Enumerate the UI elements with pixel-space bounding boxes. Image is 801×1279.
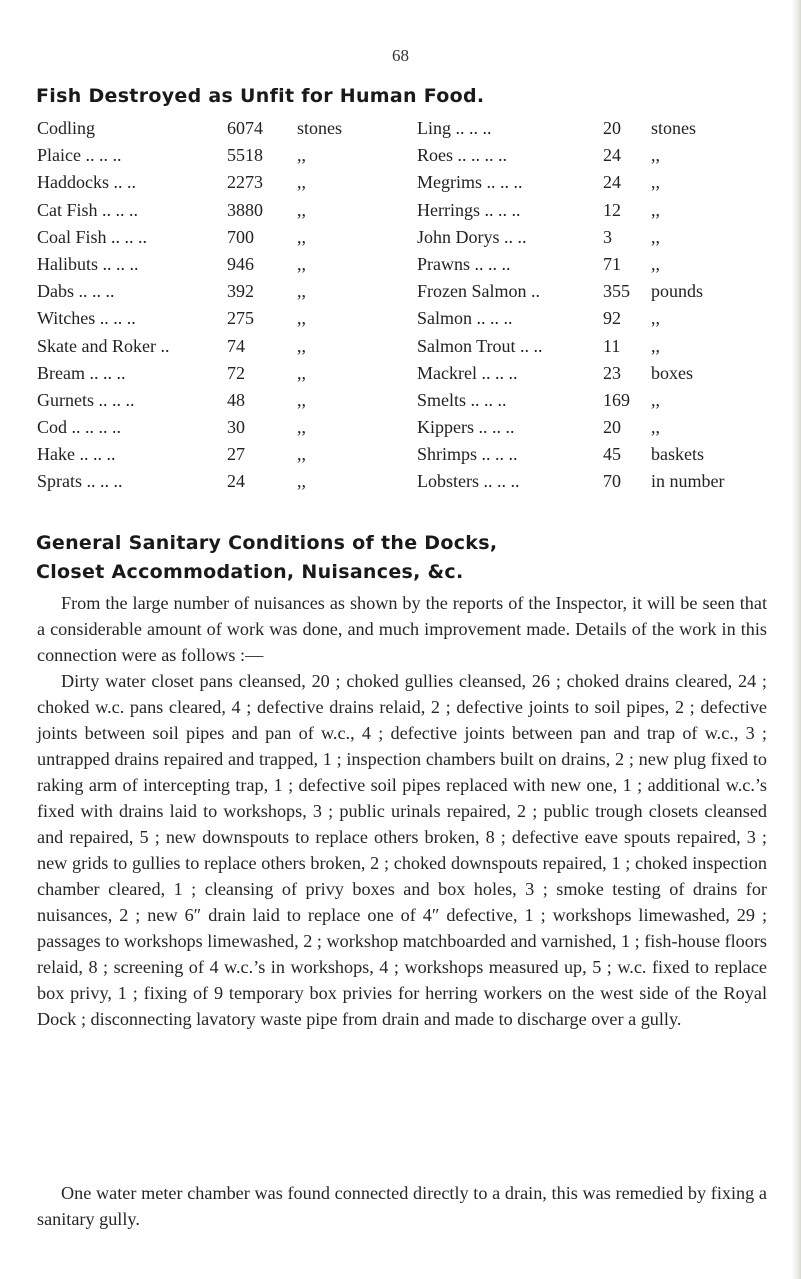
quantity-right: 20	[603, 118, 621, 138]
unit-left: ,,	[297, 253, 306, 274]
fish-name-left: Plaice .. .. ..	[37, 145, 122, 166]
quantity-right: 92	[603, 308, 621, 329]
fish-name-right: Smelts .. .. ..	[417, 389, 507, 410]
fish-name-left: Gurnets .. .. ..	[37, 389, 135, 410]
unit-left: stones	[297, 118, 342, 138]
unit-right: pounds	[651, 281, 704, 302]
unit-left: ,,	[297, 172, 306, 193]
water-meter-paragraph: One water meter chamber was found connected directly to a drain, this was remedied by fixing a sanitary gully.	[37, 1183, 767, 1229]
page-number: 68	[392, 46, 409, 65]
unit-right: stones	[651, 118, 696, 138]
fish-name-right: Kippers .. .. ..	[417, 417, 515, 438]
quantity-left: 392	[227, 281, 254, 302]
table-row	[37, 417, 777, 444]
quantity-right: 24	[603, 172, 621, 193]
work-details-paragraph: Dirty water closet pans cleansed, 20 ; choked gullies cleansed, 26 ; choked drains cleared, 24 ; choked w.c. pans cleared, 4 ; defective drains relaid, 2 ; defective joints to soil pipes, 2 ; defective joints between soil pipes and pan of w.c., 4 ; defective joints between pan and trap of w.c., 3 ; untrapped drains repaired and trapped, 1 ; inspection chambers built on drains, 2 ; new plug fixed to raking arm of intercepting trap, 1 ; defective soil pipes replaced with new one, 1 ; additional w.c.’s fixed with drains laid to workshops, 3 ; public urinals repaired, 2 ; public trough closets cleansed and repaired, 5 ; new downspouts to replace others broken, 8 ; defective eave spouts repaired, 3 ; new grids to gullies to replace others broken, 2 ; choked downspouts repaired, 1 ; choked inspection chamber cleared, 1 ; cleansing of privy boxes and box holes, 3 ; smoke testing of drains for nuisances, 2 ; new 6″ drain laid to replace one of 4″ defective, 1 ; workshops limewashed, 29 ; passages to workshops limewashed, 2 ; workshop matchboarded and varnished, 1 ; fish-house floors relaid, 8 ; screening of 4 w.c.’s in workshops, 4 ; workshops measured up, 5 ; w.c. fixed to replace box privy, 1 ; fixing of 9 temporary box privies for herring workers on the west side of the Royal Dock ; disconnecting lavatory waste pipe from drain and made to discharge over a gully.	[37, 671, 767, 1029]
fish-name-right: Shrimps .. .. ..	[417, 444, 518, 465]
fish-name-left: Codling	[37, 118, 96, 138]
unit-left: ,,	[297, 362, 306, 383]
fish-name-right: Prawns .. .. ..	[417, 253, 511, 274]
quantity-left: 30	[227, 417, 245, 438]
fish-name-right: John Dorys .. ..	[417, 226, 527, 247]
fish-section-heading: Fish Destroyed as Unfit for Human Food.	[36, 85, 485, 107]
sanitary-section-heading-line2: Closet Accommodation, Nuisances, &c.	[36, 561, 464, 583]
unit-left: ,,	[297, 444, 306, 465]
fish-name-right: Salmon Trout .. ..	[417, 335, 543, 356]
fish-name-left: Coal Fish .. .. ..	[37, 226, 148, 247]
table-row	[37, 444, 777, 471]
fish-name-right: Frozen Salmon ..	[417, 281, 540, 302]
fish-name-left: Halibuts .. .. ..	[37, 253, 139, 274]
quantity-left: 27	[227, 444, 245, 465]
unit-right: ,,	[651, 145, 660, 166]
quantity-left: 48	[227, 389, 245, 410]
table-row	[37, 336, 777, 363]
unit-right: ,,	[651, 417, 660, 438]
quantity-right: 71	[603, 253, 621, 274]
unit-right: ,,	[651, 199, 660, 220]
fish-name-right: Herrings .. .. ..	[417, 199, 521, 220]
table-row	[37, 281, 777, 308]
table-row	[37, 390, 777, 417]
table-row	[37, 200, 777, 227]
unit-left: ,,	[297, 281, 306, 302]
unit-right: ,,	[651, 226, 660, 247]
intro-paragraph: From the large number of nuisances as shown by the reports of the Inspector, it will be seen that a considerable amount of work was done, and much improvement made. Details of the work in this connection were as follows :—	[37, 593, 767, 665]
unit-right: boxes	[651, 362, 693, 383]
unit-right: ,,	[651, 308, 660, 329]
quantity-left: 3880	[227, 199, 263, 220]
quantity-right: 23	[603, 362, 621, 383]
quantity-left: 6074	[227, 118, 263, 138]
table-row	[37, 471, 777, 498]
quantity-left: 946	[227, 253, 254, 274]
table-row	[37, 308, 777, 335]
quantity-left: 74	[227, 335, 245, 356]
quantity-right: 12	[603, 199, 621, 220]
unit-right: baskets	[651, 444, 704, 465]
fish-name-left: Dabs .. .. ..	[37, 281, 115, 302]
quantity-right: 355	[603, 281, 630, 302]
fish-name-right: Megrims .. .. ..	[417, 172, 523, 193]
unit-left: ,,	[297, 389, 306, 410]
fish-name-right: Roes .. .. .. ..	[417, 145, 507, 166]
quantity-right: 169	[603, 389, 630, 410]
quantity-left: 2273	[227, 172, 263, 193]
fish-name-left: Witches .. .. ..	[37, 308, 136, 329]
fish-name-left: Cat Fish .. .. ..	[37, 199, 139, 220]
quantity-left: 24	[227, 471, 245, 492]
table-row	[37, 254, 777, 281]
quantity-right: 20	[603, 417, 621, 438]
unit-right: ,,	[651, 253, 660, 274]
fish-name-left: Bream .. .. ..	[37, 362, 126, 383]
fish-name-left: Cod .. .. .. ..	[37, 417, 122, 438]
quantity-right: 45	[603, 444, 621, 465]
unit-left: ,,	[297, 145, 306, 166]
fish-name-left: Skate and Roker ..	[37, 335, 170, 356]
unit-left: ,,	[297, 308, 306, 329]
unit-right: in number	[651, 471, 725, 492]
unit-left: ,,	[297, 226, 306, 247]
table-row	[37, 172, 777, 199]
table-row	[37, 118, 777, 145]
unit-left: ,,	[297, 471, 306, 492]
unit-left: ,,	[297, 335, 306, 356]
quantity-left: 5518	[227, 145, 263, 166]
table-row	[37, 145, 777, 172]
fish-name-right: Lobsters .. .. ..	[417, 471, 520, 492]
unit-left: ,,	[297, 417, 306, 438]
page-edge-shadow	[791, 0, 801, 1279]
quantity-left: 275	[227, 308, 254, 329]
unit-left: ,,	[297, 199, 306, 220]
fish-table	[37, 118, 777, 499]
fish-name-left: Haddocks .. ..	[37, 172, 136, 193]
unit-right: ,,	[651, 172, 660, 193]
fish-name-right: Mackrel .. .. ..	[417, 362, 518, 383]
quantity-right: 11	[603, 335, 621, 356]
quantity-left: 72	[227, 362, 245, 383]
table-row	[37, 227, 777, 254]
sanitary-section-heading-line1: General Sanitary Conditions of the Docks,	[36, 532, 498, 554]
fish-name-left: Sprats .. .. ..	[37, 471, 123, 492]
unit-right: ,,	[651, 335, 660, 356]
table-row	[37, 363, 777, 390]
fish-name-right: Ling .. .. ..	[417, 118, 492, 138]
quantity-left: 700	[227, 226, 254, 247]
quantity-right: 70	[603, 471, 621, 492]
unit-right: ,,	[651, 389, 660, 410]
fish-name-right: Salmon .. .. ..	[417, 308, 513, 329]
fish-name-left: Hake .. .. ..	[37, 444, 116, 465]
quantity-right: 24	[603, 145, 621, 166]
quantity-right: 3	[603, 226, 612, 247]
